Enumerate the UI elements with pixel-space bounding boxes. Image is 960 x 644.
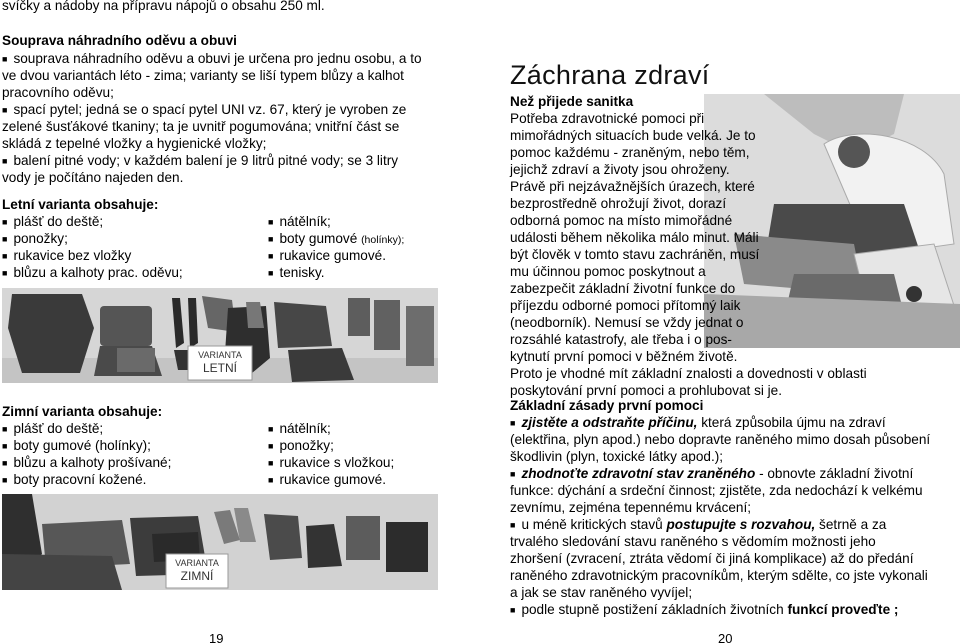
- para1-line: zabezpečit základní životní funkce do: [510, 281, 736, 296]
- summer-item: ■ rukavice gumové.: [268, 247, 386, 266]
- bullet2-line2: zelené šusťákové tkaniny; ta je uvnitř pogumována; vnitřní část se: [2, 119, 400, 134]
- principle-4: ■ podle stupně postižení základních životních funkcí proveďte ;: [510, 601, 898, 620]
- winter-item: ■ rukavice gumové.: [268, 471, 386, 490]
- para1-line: kytnutí první pomoci v běžném životě.: [510, 349, 738, 364]
- summer-item: ■ ponožky;: [2, 230, 68, 249]
- para1-line: pomoc každému - zraněným, nebo těm,: [510, 145, 750, 160]
- para1-line: rozsáhlé katastrofy, ale třeba i o pos-: [510, 332, 732, 347]
- winter-title: Zimní varianta obsahuje:: [2, 404, 163, 419]
- bullet1-line3: pracovního oděvu;: [2, 85, 114, 100]
- summer-kit-photo: [2, 288, 438, 383]
- bullet2-line1: ■ spací pytel; jedná se o spací pytel UNI vz. 67, který je vyroben ze: [2, 101, 406, 120]
- bullet3-line1: ■ balení pitné vody; v každém balení je 9 litrů pitné vody; se 3 litry: [2, 152, 398, 171]
- subheading: Než přijede sanitka: [510, 94, 634, 109]
- para1-line: poskytování první pomoci a prohlubovat si je.: [510, 383, 783, 398]
- bullet1-line2: ve dvou variantách léto - zima; varianty se liší typem blůzy a kalhot: [2, 68, 404, 83]
- winter-item: ■ blůzu a kalhoty prošívané;: [2, 454, 171, 473]
- para1-line: Právě při nejzávažnějších úrazech, které: [510, 179, 755, 194]
- principle-1-line: škodlivin (plyn, toxické látky apod.);: [510, 449, 724, 464]
- winter-kit-photo: [2, 494, 438, 590]
- para1-line: být člověk v tomto stavu zachráněn, musí: [510, 247, 760, 262]
- principle-3-line: trvalého sledování stavu raněného s vědomím možnosti jeho: [510, 534, 876, 549]
- winter-item: ■ plášť do deště;: [2, 420, 103, 439]
- para1-line: Proto je vhodné mít základní znalosti a dovednosti v oblasti: [510, 366, 867, 381]
- winter-item: ■ ponožky;: [268, 437, 334, 456]
- summer-item: ■ nátělník;: [268, 213, 331, 232]
- principle-3-line: zhoršení (zvracení, ztráta vědomí či jiná komplikace) až do předání: [510, 551, 914, 566]
- para1-line: bezprostředně ohrožují život, dorazí: [510, 196, 727, 211]
- para1-line: jejichž zdraví a životy jsou ohroženy.: [510, 162, 730, 177]
- para1-line: události během několika málo minut. Máli: [510, 230, 759, 245]
- section-title: Souprava náhradního oděvu a obuvi: [2, 33, 237, 48]
- para1-line: mimořádných situacích bude velká. Je to: [510, 128, 756, 143]
- winter-item: ■ rukavice s vložkou;: [268, 454, 394, 473]
- winter-item: ■ boty pracovní kožené.: [2, 471, 146, 490]
- right-page: [480, 0, 960, 644]
- winter-item: ■ nátělník;: [268, 420, 331, 439]
- para1-line: Potřeba zdravotnické pomoci při: [510, 111, 705, 126]
- principle-1: ■ zjistěte a odstraňte příčinu, která způsobila újmu na zdraví: [510, 414, 886, 433]
- right-title: Záchrana zdraví: [510, 60, 710, 90]
- principle-2-line: funkce: dýchání a srdeční činnost; zjistěte, zda nedochází k velkému: [510, 483, 923, 498]
- summer-item: ■ blůzu a kalhoty prac. oděvu;: [2, 264, 183, 283]
- principles-title: Základní zásady první pomoci: [510, 398, 704, 413]
- para1-line: mu účinnou pomoc poskytnout a: [510, 264, 706, 279]
- summer-item: ■ rukavice bez vložky: [2, 247, 131, 266]
- principle-3: ■ u méně kritických stavů postupujte s rozvahou, šetrně a za: [510, 516, 886, 535]
- page-number-left: 19: [209, 631, 224, 644]
- bullet3-line2: vody je počítáno najeden den.: [2, 170, 184, 185]
- principle-2-line: zevnímu, zejména tepennému krvácení;: [510, 500, 752, 515]
- para1-line: příjezdu odborné pomoci přítomný laik: [510, 298, 741, 313]
- para1-line: odborná pomoc na místo mimořádné: [510, 213, 733, 228]
- summer-title: Letní varianta obsahuje:: [2, 197, 159, 212]
- summer-card-label: VARIANTA LETNÍ: [198, 350, 242, 375]
- principle-3-line: a jak se stav raněného vyvíjel;: [510, 585, 693, 600]
- principle-2: ■ zhodnoťte zdravotní stav zraněného - obnovte základní životní: [510, 465, 913, 484]
- summer-item: ■ boty gumové (holínky);: [268, 230, 404, 249]
- winter-card-label: VARIANTA ZIMNÍ: [175, 558, 219, 583]
- bullet1-line1: ■ souprava náhradního oděvu a obuvi je určena pro jednu osobu, a to: [2, 50, 422, 69]
- winter-item: ■ boty gumové (holínky);: [2, 437, 151, 456]
- summer-item: ■ plášť do deště;: [2, 213, 103, 232]
- summer-item: ■ tenisky.: [268, 264, 325, 283]
- intro-line: svíčky a nádoby na přípravu nápojů o obsahu 250 ml.: [2, 0, 325, 13]
- bullet2-line3: skládá z tepelné vložky a hygienické vložky;: [2, 136, 267, 151]
- page-number-right: 20: [718, 631, 733, 644]
- principle-3-line: raněného zdravotnickým pracovníkům, kterým sdělte, co jste vykonali: [510, 568, 928, 583]
- para1-line: (neodborník). Nemusí se vždy jednat o: [510, 315, 744, 330]
- principle-1-line: (elektřina, plyn apod.) nebo dopravte raněného mimo dosah působení: [510, 432, 931, 447]
